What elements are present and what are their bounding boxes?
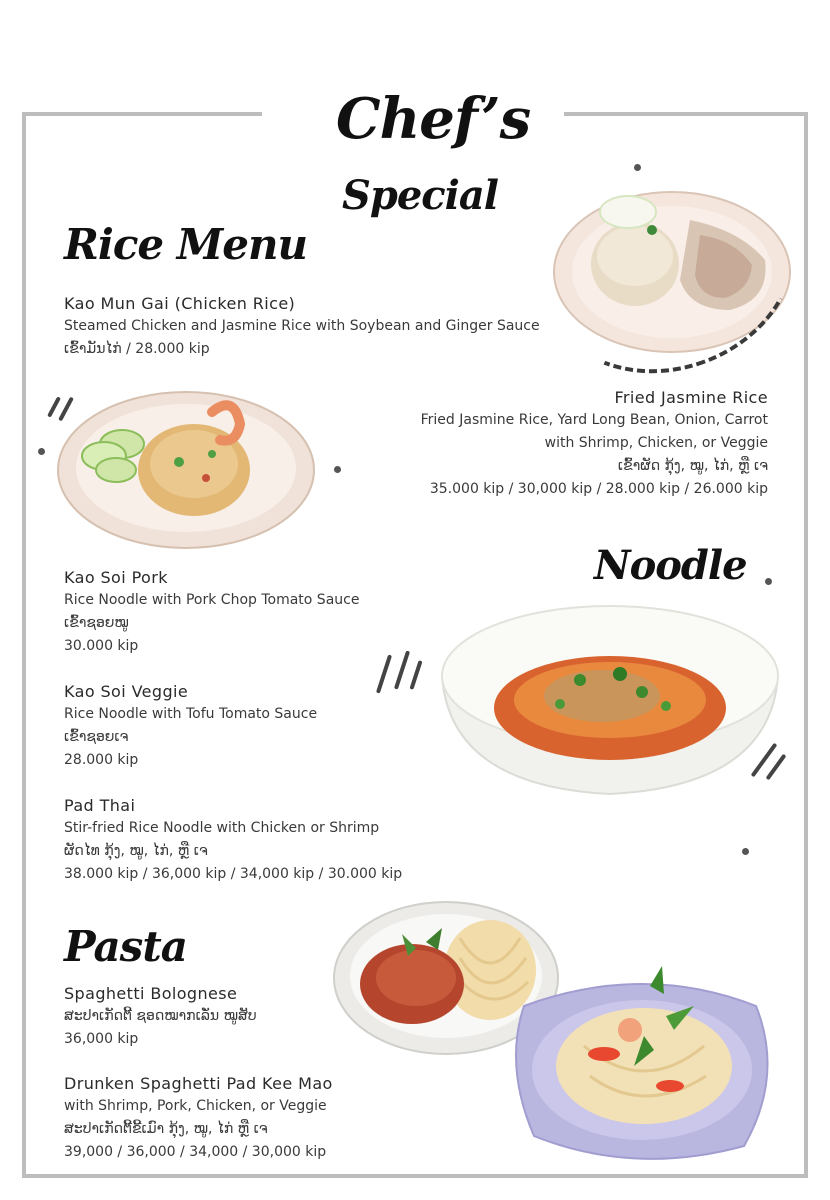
section-pasta: Pasta xyxy=(64,922,187,971)
menu-item-kao-mun-gai xyxy=(64,292,540,361)
section-noodle: Noodle xyxy=(594,542,747,589)
item-price: 30.000 kip xyxy=(64,638,139,654)
item-description: with Shrimp, Pork, Chicken, or Veggie xyxy=(64,1098,327,1114)
item-name: Drunken Spaghetti Pad Kee Mao xyxy=(64,1074,333,1093)
title-line-1: Chef’s xyxy=(336,86,531,152)
menu-item-kao-soi-veggie xyxy=(64,680,317,772)
item-name: Kao Soi Pork xyxy=(64,568,168,587)
item-price: 28.000 kip xyxy=(64,752,139,768)
item-name: Fried Jasmine Rice xyxy=(614,388,768,407)
item-name: Pad Thai xyxy=(64,796,136,815)
fried-rice-photo xyxy=(54,384,318,554)
item-price: 36,000 kip xyxy=(64,1031,139,1047)
item-lao-name: ສະປາເກັດຕີ້ຂີ້ເມົາ ກຸ້ງ, ໝູ, ໄກ່ ຫຼື ເຈ xyxy=(64,1121,268,1137)
item-lao-name: ຜັດໄທ ກຸ້ງ, ໝູ, ໄກ່, ຫຼື ເຈ xyxy=(64,843,208,859)
decor-dot xyxy=(334,466,341,473)
section-rice-menu: Rice Menu xyxy=(64,220,308,269)
item-price: 38.000 kip / 36,000 kip / 34,000 kip / 30.000 kip xyxy=(64,866,403,882)
item-lao-name: ສະປາເກັດຕີ້ ຊອດໝາກເລັ່ນ ໝູສັບ xyxy=(64,1008,257,1024)
item-description: Stir-fried Rice Noodle with Chicken or Shrimp xyxy=(64,820,380,836)
decor-dot xyxy=(765,578,772,585)
item-lao-name: ເຂົ້າຜັດ ກຸ້ງ, ໝູ, ໄກ່, ຫຼື ເຈ xyxy=(617,458,768,474)
menu-item-pad-thai xyxy=(64,794,402,886)
item-description: Rice Noodle with Pork Chop Tomato Sauce xyxy=(64,592,360,608)
item-lao-name: ເຂົ້າຊອຍໝູ xyxy=(64,615,129,631)
noodle-soup-photo xyxy=(430,596,790,806)
item-lao-name: ເຂົ້າຊອຍເຈ xyxy=(64,729,129,745)
menu-item-drunken-spaghetti xyxy=(64,1072,333,1164)
menu-item-fried-jasmine-rice xyxy=(421,386,768,501)
menu-item-kao-soi-pork xyxy=(64,566,359,658)
menu-item-spaghetti-bolognese xyxy=(64,982,257,1051)
item-price: 39,000 / 36,000 / 34,000 / 30,000 kip xyxy=(64,1144,327,1160)
drunken-spaghetti-photo xyxy=(494,966,784,1172)
decor-dot xyxy=(634,164,641,171)
item-name: Spaghetti Bolognese xyxy=(64,984,238,1003)
item-price: ເຂົ້າມັນໄກ່ / 28.000 kip xyxy=(64,341,210,357)
item-description: with Shrimp, Chicken, or Veggie xyxy=(544,435,768,451)
item-description: Fried Jasmine Rice, Yard Long Bean, Onion, Carrot xyxy=(420,412,768,428)
decor-dot xyxy=(38,448,45,455)
decor-dot xyxy=(742,848,749,855)
item-description: Steamed Chicken and Jasmine Rice with Soybean and Ginger Sauce xyxy=(64,318,540,334)
title-line-2: Special xyxy=(342,172,498,219)
item-description: Rice Noodle with Tofu Tomato Sauce xyxy=(64,706,318,722)
item-price: 35.000 kip / 30,000 kip / 28.000 kip / 26.000 kip xyxy=(429,481,768,497)
item-name: Kao Mun Gai (Chicken Rice) xyxy=(64,294,296,313)
item-name: Kao Soi Veggie xyxy=(64,682,189,701)
